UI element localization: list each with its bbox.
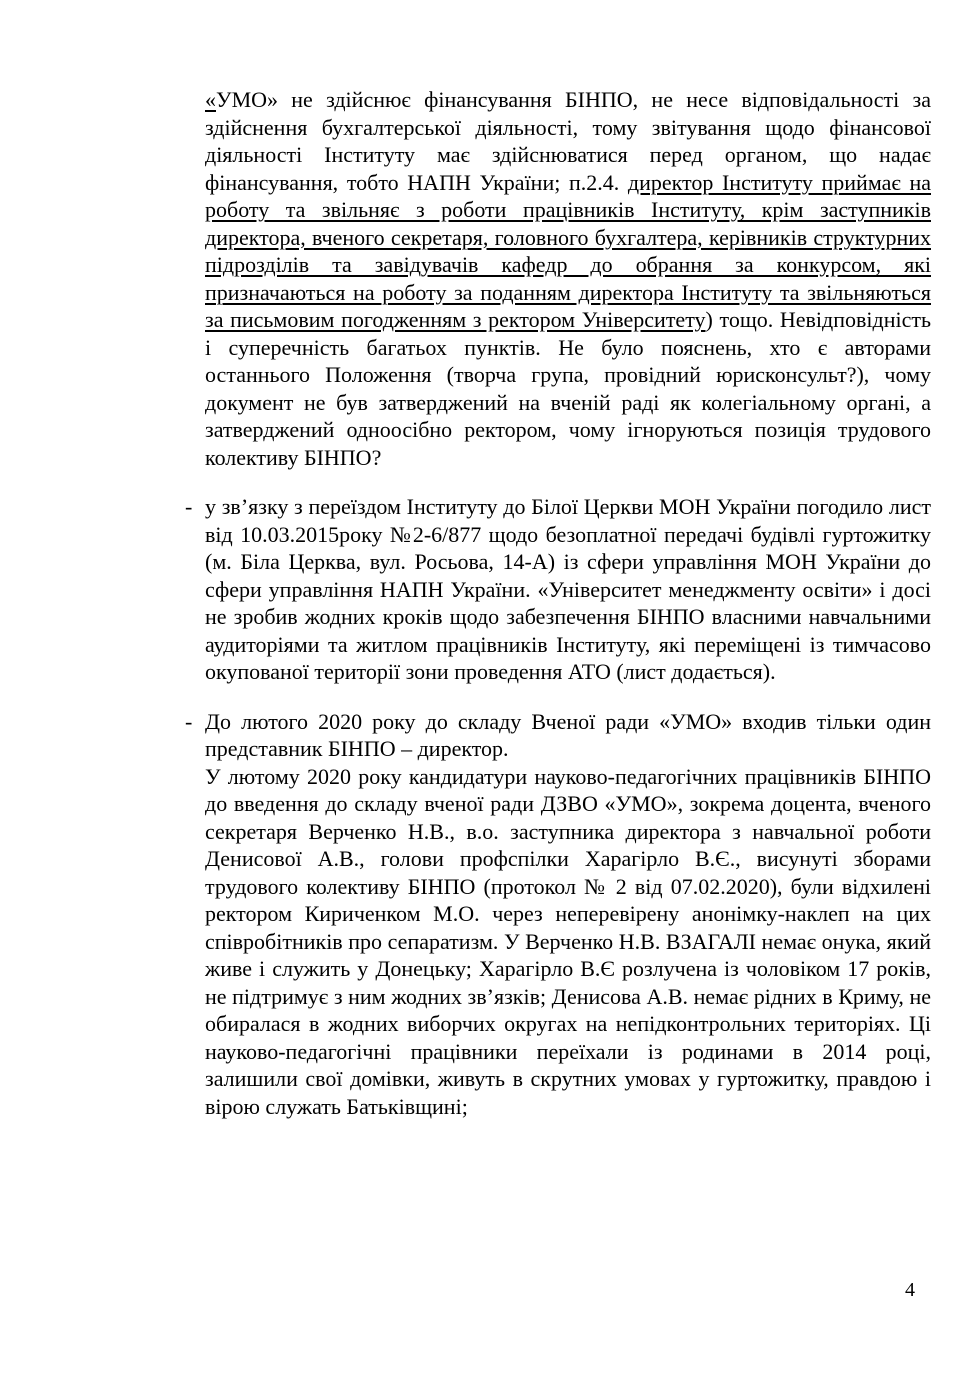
document-body	[185, 86, 932, 1120]
text-segment: ) тощо. Невідповідність і суперечність багатьох пунктів. Не було пояснень, хто є авторами останнього Положення (творча група, провідний юрисконсульт?), чому документ не був затверджений на вченій раді як колегіальному органі, а затверджений одноосібно ректором, чому ігноруються позиція трудового колективу БІНПО?	[205, 307, 932, 470]
text-segment: УМО» не здійснює фінансування БІНПО, не несе відповідальності за здійснення бухгалтерської діяльності, тому звітування щодо фінансової діяльності Інституту має здійснюватися перед органом, що надає фінансування, тобто НАПН України; п.2.4.	[205, 87, 931, 195]
text-segment: У лютому 2020 року кандидатури науково-педагогічних працівників БІНПО до введення до складу вченої ради ДЗВО «УМО», зокрема доцента, вченого секретаря Верченко Н.В., в.о. заступника директора з навчальної роботи Денисової А.В., голови профспілки Харагірло В.Є., висунуті зборами трудового колективу БІНПО (протокол № 2 від 07.02.2020), були відхилені ректором Кириченком М.О. через неперевірену анонімку-наклеп на цих співробітників про сепаратизм. У Верченко Н.В. ВЗАГАЛІ немає онука, який живе і служить у Донецьку; Харагірло В.Є розлучена із чоловіком 17 років, не підтримує з ним жодних зв’язків; Денисова А.В. немає рідних в Криму, не обиралася в жодних виборчих округах на непідконтрольних територіях. Ці науково-педагогічні працівники переїхали із родинами в 2014 році, залишили свої домівки, живуть в скрутних умовах у гуртожитку, правдою і вірою служать Батьківщині;	[205, 763, 931, 1119]
bullet-marker: -	[185, 708, 193, 734]
text-segment: у зв’язку з переїздом Інституту до Білої Церкви МОН України погодило лист від 10.03.2015року №2-6/877 щодо безоплатної передачі будівлі гуртожитку (м. Біла Церква, вул. Росьова, 14-А) із сфери управління МОН України до сфери управління НАПН України. «Університет менеджменту освіти» і досі не зробив жодних кроків щодо забезпечення БІНПО власними навчальними аудиторіями та житлом працівників Інституту, які переміщені із тимчасово окупованої території зони проведення АТО (лист додається).	[205, 494, 931, 684]
body-paragraph	[205, 86, 931, 471]
bullet-paragraph	[185, 493, 931, 686]
text-segment: До лютого 2020 року до складу Вченої ради «УМО» входив тільки один представник БІНПО – директор.	[205, 708, 931, 761]
underlined-text-segment: «	[205, 87, 216, 112]
bullet-paragraph	[185, 708, 931, 1121]
underlined-text-segment: директор Інституту приймає на роботу та звільняє з роботи працівників Інституту, крім заступників директора, вченого секретаря, головного бухгалтера, керівників структурних підрозділів та завідувачів кафедр до обрання за конкурсом, які призначаються на роботу за поданням директора Інституту та звільняються за письмовим погодженням з ректором Університету	[205, 169, 931, 332]
bullet-marker: -	[185, 494, 193, 519]
page-number: 4	[905, 1279, 915, 1301]
